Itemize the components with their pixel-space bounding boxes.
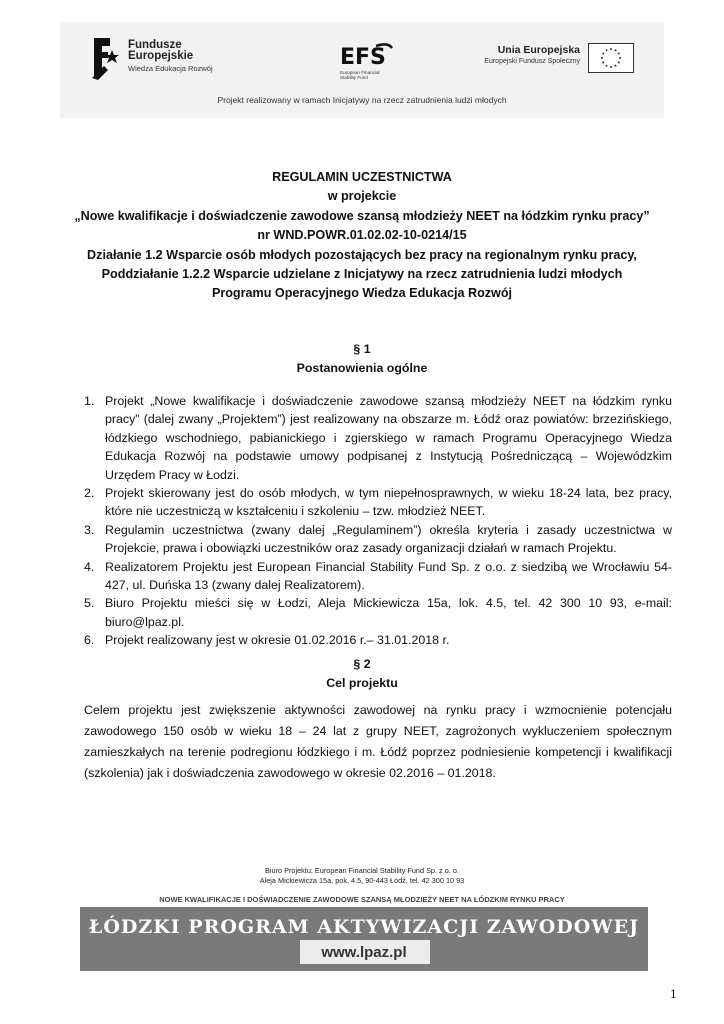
page-number: 1 [670,988,677,1001]
title-line-4: nr WND.POWR.01.02.02-10-0214/15 [257,228,467,243]
footer-url: www.lpaz.pl [321,944,407,961]
list-item [84,631,672,649]
efs-logo-sub [340,70,400,80]
eu-star [610,48,612,50]
list-item [84,521,672,558]
document-title [60,168,664,304]
list-item-text: Projekt realizowany jest w okresie 01.02.2016 r.– 31.01.2018 r. [105,633,450,648]
eu-star [618,62,620,64]
eu-star [615,49,617,51]
section-2-heading: Cel projektu [326,676,398,690]
efs-logo-sub-line2: Stability Fund [340,75,368,80]
header-note: Projekt realizowany w ramach Inicjatywy na rzecz zatrudnienia ludzi młodych [217,95,507,105]
fundusze-europejskie-logo [128,40,213,73]
eu-star [601,57,603,59]
title-line-6: Poddziałanie 1.2.2 Wsparcie udzielane z Inicjatywy na rzecz zatrudnienia ludzi młodych [101,267,623,282]
list-item-number: 1. [84,394,95,408]
title-line-2: w projekcie [327,189,397,204]
list-item-number: 5. [84,596,95,611]
list-item-text: Regulamin uczestnictwa (zwany dalej „Regulaminem”) określa kryteria i zasady uczestnictwa w Projekcie, prawa i obowiązki uczestników oraz zasady organizacji działań w ramach Projektu. [105,522,672,556]
unia-europejska-logo [476,44,580,65]
section-1-list [84,392,672,650]
footer-address-line2: Aleja Mickiewicza 15a, pok. 4.5, 90-443 Łódź, tel. 42 300 10 93 [259,876,465,885]
list-item-number: 2. [84,486,95,501]
list-item-text: Biuro Projektu mieści się w Łodzi, Aleja Mickiewicza 15a, lok. 4.5, tel. 42 300 10 93, e-mail: biuro@lpaz.pl. [105,596,672,629]
ue-logo-sub: Europejski Fundusz Społeczny [484,58,580,65]
list-item-text: Realizatorem Projektu jest European Financial Stability Fund Sp. z o.o. z siedzibą we Wrocławiu 54-427, ul. Duńska 13 (zwany dalej Realizatorem). [105,559,672,593]
title-line-3: „Nowe kwalifikacje i doświadczenie zawodowe szansą młodzieży NEET na łódzkim rynku pracy” [74,208,650,223]
list-item-number: 6. [84,633,95,648]
list-item-text: Projekt skierowany jest do osób młodych, w tym niepełnosprawnych, w wieku 18-24 lata, bez pracy, które nie uczestniczą w kształceniu i szkoleniu – tzw. młodzież NEET. [105,486,672,519]
fe-logo-line1: Fundusze [128,39,182,51]
eu-star [606,49,608,51]
footer-banner-text: ŁÓDZKI PROGRAM AKTYWIZACJI ZAWODOWEJ [88,916,640,938]
eu-star [619,57,621,59]
list-item-number: 4. [84,559,95,574]
list-item [84,594,672,631]
title-line-5: Działanie 1.2 Wsparcie osób młodych pozostających bez pracy na regionalnym rynku pracy, [87,247,637,262]
section-2-mark: § 2 [353,657,371,671]
section-1-heading: Postanowienia ogólne [296,361,428,375]
fundusze-europejskie-logo-icon [90,36,124,80]
section-2-header [60,655,664,693]
eu-star [602,62,604,64]
eu-star [602,53,604,55]
fe-logo-line2: Europejskie [128,50,194,62]
section-1-mark: § 1 [353,342,371,356]
ue-logo-name: Unia Europejska [497,44,580,56]
list-item [84,392,672,484]
efs-logo-mark: EFS [340,45,386,70]
eu-star [606,65,608,67]
list-item [84,558,672,595]
fe-logo-sub: Wiedza Edukacja Rozwój [128,64,213,73]
footer-tagline: NOWE KWALIFIKACJE I DOŚWIADCZENIE ZAWODOWE SZANSĄ MŁODZIEŻY NEET NA ŁÓDZKIM RYNKU PRACY [159,895,565,904]
eu-flag-icon [588,43,634,73]
footer-address [60,866,664,886]
eu-star [615,65,617,67]
list-item [84,484,672,521]
title-line-1: REGULAMIN UCZESTNICTWA [272,170,452,184]
eu-star [618,53,620,55]
list-item-number: 3. [84,522,95,537]
title-line-7: Programu Operacyjnego Wiedza Edukacja Rozwój [211,286,513,301]
section-2-body: Celem projektu jest zwiększenie aktywności zawodowej na rynku pracy i wzmocnienie potencjału zawodowego 150 osób w wieku 18 – 24 lat z grupy NEET, zagrożonych wykluczeniem społecznym zamieszkałych na terenie podregionu łódzkiego i m. Łódź poprzez podniesienie kompetencji i kwalifikacji (szkolenia) jak i doświadczenia zawodowego w okresie 02.2016 – 01.2018. [84,703,672,780]
list-item-text: Projekt „Nowe kwalifikacje i doświadczenie zawodowe szansą młodzieży NEET na łódzkim rynku pracy” (dalej zwany „Projektem”) jest realizowany na obszarze m. Łódź oraz powiatów: brzezińskiego, łódzkiego wschodniego, pabianickiego i zgierskiego w ramach Programu Operacyjnego Wiedza Edukacja Rozwój na podstawie umowy podpisanej z Instytucją Pośredniczącą – Wojewódzkim Urzędem Pracy w Łodzi. [105,394,672,482]
section-1-header [60,340,664,378]
eu-star [610,66,612,68]
footer-address-line1: Biuro Projektu: European Financial Stability Fund Sp. z o. o. [265,866,459,875]
efs-logo-sub-line1: European Financial [340,70,380,75]
